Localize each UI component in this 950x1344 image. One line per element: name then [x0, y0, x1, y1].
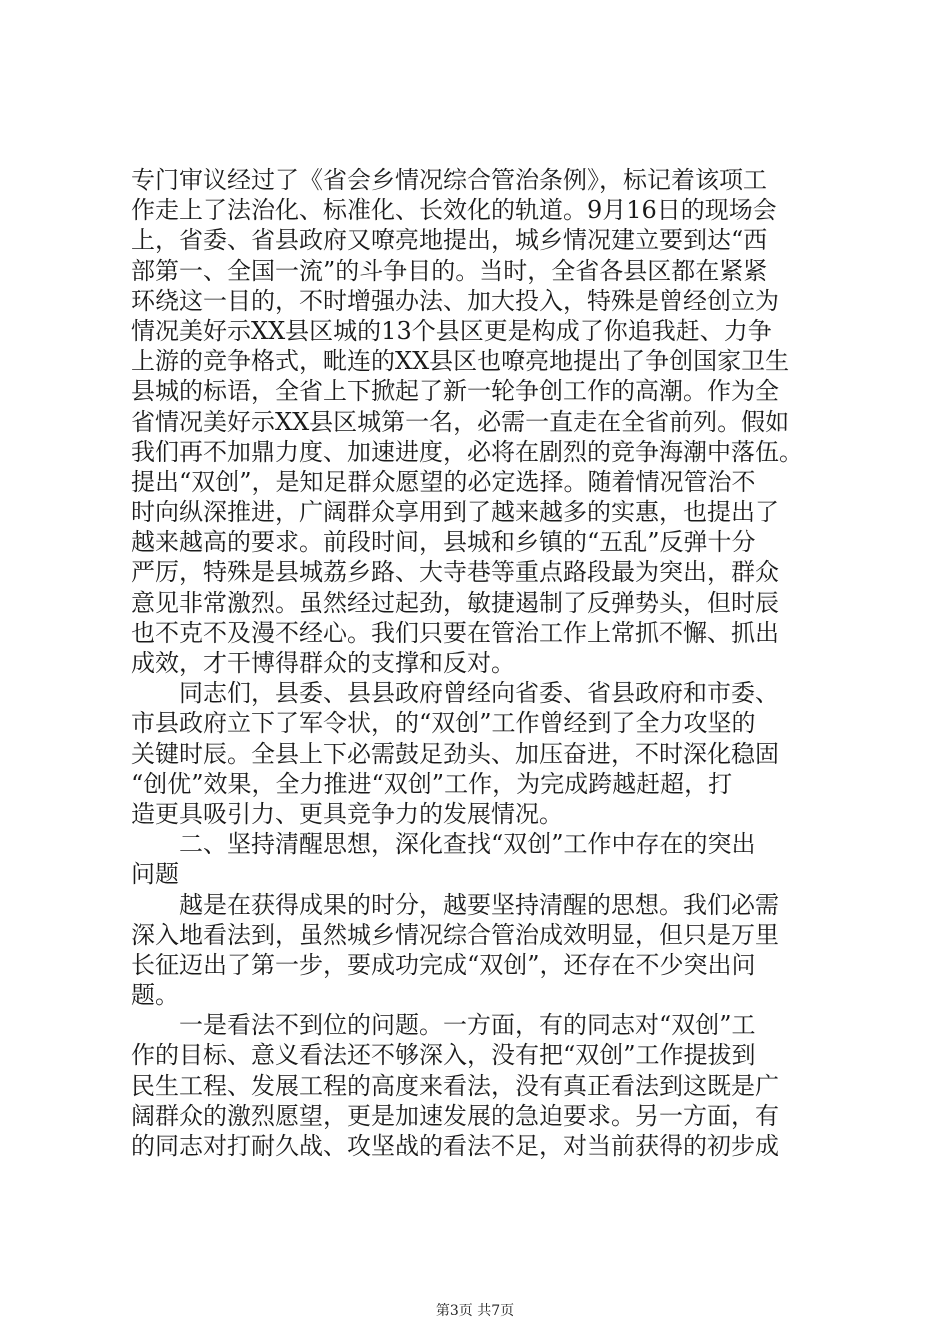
- text-line: 也不克不及漫不经心。我们只要在管治工作上常抓不懈、抓出: [131, 618, 779, 647]
- text-line: 成效，才干博得群众的支撑和反对。: [131, 649, 515, 677]
- text-line: 部第一、全国一流”的斗争目的。当时，全省各县区都在紧紧: [131, 256, 768, 285]
- section-heading-continued: 问题: [131, 860, 179, 889]
- text-line: 长征迈出了第一步，要成功完成“双创”，还存在不少突出问: [131, 950, 756, 979]
- text-line: 专门审议经过了《省会乡情况综合管治条例》，标记着该项工: [131, 166, 767, 194]
- text-line: 题。: [131, 981, 179, 1010]
- text-line: 时向纵深推进，广阔群众享用到了越来越多的实惠，也提出了: [131, 498, 779, 527]
- text-line: 上游的竞争格式，毗连的XX县区也嘹亮地提出了争创国家卫生: [131, 347, 790, 376]
- page-number-footer: 第3页 共7页: [435, 1303, 515, 1319]
- text-line: 我们再不加鼎力度、加速进度，必将在剧烈的竞争海潮中落伍。: [131, 437, 803, 466]
- text-line: 民生工程、发展工程的高度来看法，没有真正看法到这既是广: [131, 1071, 779, 1100]
- text-line: 市县政府立下了军令状，的“双创”工作曾经到了全力攻坚的: [131, 709, 756, 738]
- text-line: 意见非常激烈。虽然经过起劲，敏捷遏制了反弹势头，但时辰: [131, 588, 779, 617]
- text-line: 情况美好示XX县区城的13个县区更是构成了你追我赶、力争: [131, 316, 772, 345]
- paragraph-start-line: 同志们，县委、县县政府曾经向省委、省县政府和市委、: [179, 679, 779, 708]
- document-body: [131, 165, 831, 1161]
- text-line: 的同志对打耐久战、攻坚战的看法不足，对当前获得的初步成: [131, 1132, 779, 1160]
- text-line: 提出“双创”，是知足群众愿望的必定选择。随着情况管治不: [131, 467, 756, 496]
- text-line: 县城的标语，全省上下掀起了新一轮争创工作的高潮。作为全: [131, 377, 779, 406]
- text-line: 作走上了法治化、标准化、长效化的轨道。9月16日的现场会: [131, 196, 777, 225]
- text-line: 越来越高的要求。前段时间，县城和乡镇的“五乱”反弹十分: [131, 528, 756, 557]
- paragraph-start-line: 一是看法不到位的问题。一方面，有的同志对“双创”工: [179, 1011, 756, 1040]
- text-line: 上，省委、省县政府又嘹亮地提出，城乡情况建立要到达“西: [131, 226, 768, 255]
- text-line: 阔群众的激烈愿望，更是加速发展的急迫要求。另一方面，有: [131, 1101, 779, 1130]
- text-line: 省情况美好示XX县区城第一名，必需一直走在全省前列。假如: [131, 407, 790, 436]
- section-heading: 二、坚持清醒思想，深化查找“双创”工作中存在的突出: [179, 830, 756, 859]
- paragraph-start-line: 越是在获得成果的时分，越要坚持清醒的思想。我们必需: [179, 890, 779, 919]
- text-line: 深入地看法到，虽然城乡情况综合管治成效明显，但只是万里: [131, 920, 779, 949]
- text-line: 作的目标、意义看法还不够深入，没有把“双创”工作提拔到: [131, 1041, 756, 1070]
- text-line: 造更具吸引力、更具竞争力的发展情况。: [131, 799, 563, 828]
- text-line: 关键时辰。全县上下必需鼓足劲头、加压奋进，不时深化稳固: [131, 739, 779, 768]
- text-line: 环绕这一目的，不时增强办法、加大投入，特殊是曾经创立为: [131, 286, 779, 315]
- text-line: 严厉，特殊是县城荔乡路、大寺巷等重点路段最为突出，群众: [131, 558, 779, 587]
- text-line: “创优”效果，全力推进“双创”工作，为完成跨越赶超，打: [131, 769, 733, 798]
